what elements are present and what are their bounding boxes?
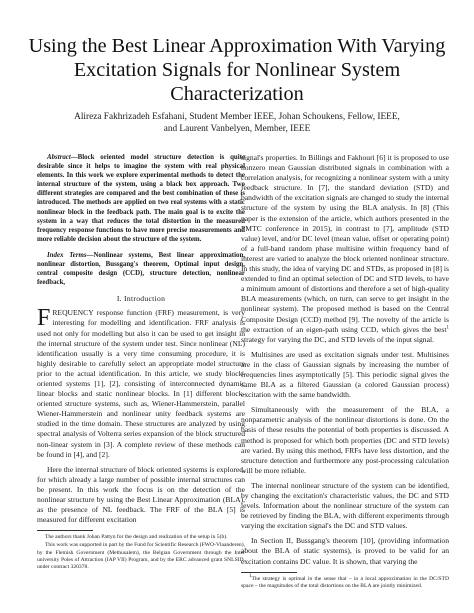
footnote-rule [37,530,93,531]
footnote-number: 1 [249,573,252,579]
right-paragraph-5: In Section II, Bussgang's theorem [10], (providing information about the BLA of static systems), is proved to be valid for an excitation contains DC value. It is shown, that varying the [241,536,449,566]
right-paragraph-3: Simultaneously with the measurement of the BLA, a nonparametric analysis of the nonlinear distortions is done. On the basis of these results the potential of both properties is discussed. A method is proposed for which both properties (DC and STD levels) are varied. By using this method, FRFs have less distortion, and the structure detection and furthermore any post-processing calculation will be more reliable. [241,405,449,475]
footnote-funding: This work was supported in part by the Fund for Scientific Research (FWO-Vlaanderen), by the Flemish Government (Methusalem), the Belgian Government through the Inter university Poles of Attraction (IAP VII) Program, and by the ERC advanced grant SNLSID, under contract 320378. [37,542,245,571]
author-list [40,111,434,135]
author-line-2: and Laurent Vanbelyen, Member, IEEE [163,124,311,134]
right-paragraph-2: Multisines are used as excitation signals under test. Multisines are in the class of Gaussian signals by increasing the number of frequencies lines asymptotically [5]. This periodic signal gives the same BLA as a filtered Gaussian (a colored Gaussian process) excitation with the same bandwidth. [241,349,449,400]
footnote-acknowledgement: The authors thank Johan Pattyn for the design and realization of the setup in 5(b). [45,534,228,541]
section-heading: I. Introduction [116,294,166,304]
index-terms-lead: Index Terms [47,251,87,259]
right-column [241,153,449,590]
intro-paragraph-2: Here the internal structure of block oriented systems is explored, for which already a large number of possible internal structures can be present. In this work the focus is on the detection of the nonlinear structure by using the Best Linear Approximation (BLA), as the presence of NL feedback. The FRF of the BLA [5] is measured for different excitation [37,464,245,525]
abstract-lead: Abstract [47,154,71,161]
right-paragraph-1 [241,153,449,345]
left-column [37,153,245,571]
footnote-marker: 1 [446,325,449,331]
footnote-strategy-text: The strategy is optimal in the sense that – in a local approximation in the DC/STD space – the magnitudes of the total distortions on the BLA are jointly minimized. [241,575,449,589]
intro-paragraph-1 [37,305,245,459]
index-terms-text: —Nonlinear systems, Best linear approximation, nonlinear distortion, Bussgang's theorem, Optimal input design, central composite design (CCD), structure detection, nonlinear feedback, [37,251,245,287]
index-terms [37,251,245,287]
right-paragraph-4: The internal nonlinear structure of the system can be identified, by changing the excitation's characteristic values, the DC and STD levels. Information about the nonlinear structure of the system can be retrieved by finding the BLA, with different experiments through varying the excitation signal's the DC and STD values. [241,480,449,531]
right-paragraph-1-text: signal's properties. In Billings and Fakhouri [6] it is proposed to use nonzero mean Gaussian distributed signals in combination with a correlation analysis, for recognizing a nonlinear system with a unity feedback structure. In [7], the standard deviation (STD) and bandwidth of the excitation signals are changed to study the internal structure of the system by using the BLA analysis. In [8] (This paper is the extension of the article, which authors presented in the PMTC conference in 2015), in contrast to [7], amplitude (STD value) level, and/or DC level (mean value, offset or operating point) of a full-band random phase multisine within frequency band of interest are varied to analyze the block oriented nonlinear structure. In this study, the idea of varying DC and STDs, as proposed in [8] is extended to find an optimal selection of DC and STD levels, to have a minimum amount of distortions and therefore a set of high-quality BLA measurements (which, on turn, can serve to get insight in the nonlinear system). The proposed method is based on the Central Composite Design (CCD) method [9]. The novelty of the article is the extraction of an eigen-path using CCD, which gives the best [241,153,449,334]
abstract [37,153,245,244]
abstract-text: —Block oriented model structure detection is quite desirable since it helps to imagine the system with real physical elements. In this work we explore experimental methods to detect the internal structure of the system, using a black box approach. Two different strategies are compared and the best combination of these is introduced. The methods are applied on two real systems with a static nonlinear block in the feedback path. The main goal is to excite the system in a way that reduces the total distortion in the measured frequency response functions to have more precise measurements and more reliable decision about the structure of the system. [37,154,245,243]
intro-paragraph-1-text: REQUENCY response function (FRF) measurement, is very interesting for modelling and identification. FRF analysis is used not only for modelling but also it can be used to get insight in the internal structure of the system under test. Since nonlinear (NL) identification usually is a very time consuming procedure, it is highly desirable to carefully select an appropriate model structure prior to the actual identification. In this article, we study block-oriented systems [1], [2], consisting of interconnected dynamic linear blocks and static nonlinear blocks. In [1] different block-oriented structure systems, such as, Wiener-Hammerstein, parallel Wiener-Hammerstein and nonlinear unity feedback systems are studied in the time domain. These structures are analyzed by using spectral analysis of Volterra series expansion of the block structured non-linear system in [3]. A complete review of these methods can be found in [4], and [2]. [37,308,245,459]
drop-cap: F [37,305,51,332]
right-paragraph-1-tail: strategy for varying the DC, and STD levels of the input signal. [241,334,434,344]
paper-title: Using the Best Linear Approximation With Varying Excitation Signals for Nonlinear System Characterization [28,35,446,105]
footnote-rule-right [241,572,297,573]
footnote-strategy [241,573,449,590]
author-line-1: Alireza Fakhrizadeh Esfahani, Student Member IEEE, Johan Schoukens, Fellow, IEEE, [74,112,400,122]
